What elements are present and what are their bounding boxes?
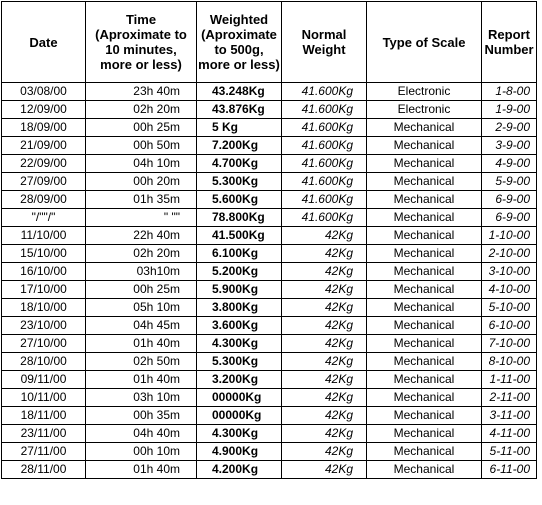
column-header-line: Time — [125, 12, 157, 27]
table-row — [2, 245, 537, 263]
weight-records-table — [1, 1, 537, 479]
table-row — [2, 461, 537, 479]
column-header-line: 10 minutes, — [105, 42, 177, 57]
date-cell: 18/10/00 — [2, 299, 86, 317]
date-cell: 27/09/00 — [2, 173, 86, 191]
table-row — [2, 335, 537, 353]
time-cell: 04h 10m — [86, 155, 197, 173]
report-number-cell: 5-11-00 — [482, 443, 537, 461]
table-row — [2, 317, 537, 335]
scale-type-cell: Mechanical — [367, 227, 482, 245]
weighted-cell: 43.248Kg — [197, 83, 282, 101]
time-cell: 01h 35m — [86, 191, 197, 209]
weighted-cell: 6.100Kg — [197, 245, 282, 263]
scale-type-cell: Mechanical — [367, 191, 482, 209]
report-number-cell: 6-9-00 — [482, 209, 537, 227]
weighted-cell: 4.300Kg — [197, 335, 282, 353]
date-cell: 10/11/00 — [2, 389, 86, 407]
table-row — [2, 173, 537, 191]
normal-weight-cell: 42Kg — [282, 317, 367, 335]
weighted-cell: 3.200Kg — [197, 371, 282, 389]
time-cell: 01h 40m — [86, 371, 197, 389]
time-cell: 01h 40m — [86, 461, 197, 479]
normal-weight-cell: 42Kg — [282, 263, 367, 281]
table-row — [2, 101, 537, 119]
time-cell: 00h 20m — [86, 173, 197, 191]
normal-weight-cell: 41.600Kg — [282, 191, 367, 209]
normal-weight-cell: 42Kg — [282, 425, 367, 443]
time-cell: 04h 40m — [86, 425, 197, 443]
scale-type-cell: Mechanical — [367, 299, 482, 317]
column-header-type-of-scale — [367, 2, 482, 83]
normal-weight-cell: 41.600Kg — [282, 83, 367, 101]
date-cell: 27/11/00 — [2, 443, 86, 461]
time-cell: 03h10m — [86, 263, 197, 281]
report-number-cell: 4-10-00 — [482, 281, 537, 299]
table-row — [2, 407, 537, 425]
normal-weight-cell: 42Kg — [282, 353, 367, 371]
scale-type-cell: Mechanical — [367, 263, 482, 281]
scale-type-cell: Electronic — [367, 101, 482, 119]
column-header-normal-weight — [282, 2, 367, 83]
normal-weight-cell: 42Kg — [282, 335, 367, 353]
time-cell: 04h 45m — [86, 317, 197, 335]
scale-type-cell: Mechanical — [367, 353, 482, 371]
column-header-line: Date — [29, 34, 58, 50]
scale-type-cell: Mechanical — [367, 137, 482, 155]
column-header-line: Weighted — [209, 12, 269, 27]
header-row — [2, 2, 537, 83]
time-cell: 00h 25m — [86, 281, 197, 299]
report-number-cell: 7-10-00 — [482, 335, 537, 353]
report-number-cell: 2-11-00 — [482, 389, 537, 407]
scale-type-cell: Mechanical — [367, 281, 482, 299]
report-number-cell: 1-8-00 — [482, 83, 537, 101]
report-number-cell: 6-10-00 — [482, 317, 537, 335]
normal-weight-cell: 42Kg — [282, 227, 367, 245]
date-cell: 09/11/00 — [2, 371, 86, 389]
scale-type-cell: Mechanical — [367, 155, 482, 173]
report-number-cell: 6-11-00 — [482, 461, 537, 479]
scale-type-cell: Mechanical — [367, 371, 482, 389]
column-header-time — [86, 2, 197, 83]
column-header-line: Number — [484, 42, 534, 57]
weighted-cell: 5 Kg — [197, 119, 282, 137]
table-row — [2, 227, 537, 245]
table-row — [2, 191, 537, 209]
table-row — [2, 209, 537, 227]
column-header-date — [2, 2, 86, 83]
table-row — [2, 119, 537, 137]
weighted-cell: 7.200Kg — [197, 137, 282, 155]
report-number-cell: 3-9-00 — [482, 137, 537, 155]
column-header-weighted — [197, 2, 282, 83]
normal-weight-cell: 41.600Kg — [282, 209, 367, 227]
date-cell: 23/11/00 — [2, 425, 86, 443]
date-cell: 28/11/00 — [2, 461, 86, 479]
report-number-cell: 8-10-00 — [482, 353, 537, 371]
column-header-line: Weight — [302, 42, 346, 57]
time-cell: 00h 25m — [86, 119, 197, 137]
weighted-cell: 4.900Kg — [197, 443, 282, 461]
report-number-cell: 5-10-00 — [482, 299, 537, 317]
weighted-cell: 5.600Kg — [197, 191, 282, 209]
weighted-cell: 4.200Kg — [197, 461, 282, 479]
report-number-cell: 1-10-00 — [482, 227, 537, 245]
date-cell: 21/09/00 — [2, 137, 86, 155]
report-number-cell: 1-9-00 — [482, 101, 537, 119]
scale-type-cell: Mechanical — [367, 407, 482, 425]
normal-weight-cell: 42Kg — [282, 299, 367, 317]
date-cell: 17/10/00 — [2, 281, 86, 299]
date-cell: 15/10/00 — [2, 245, 86, 263]
report-number-cell: 2-10-00 — [482, 245, 537, 263]
weighted-cell: 4.300Kg — [197, 425, 282, 443]
scale-type-cell: Mechanical — [367, 389, 482, 407]
normal-weight-cell: 42Kg — [282, 407, 367, 425]
scale-type-cell: Mechanical — [367, 443, 482, 461]
date-cell: 18/11/00 — [2, 407, 86, 425]
time-cell: 00h 35m — [86, 407, 197, 425]
column-header-line: (Aproximate to — [95, 27, 187, 42]
report-number-cell: 1-11-00 — [482, 371, 537, 389]
normal-weight-cell: 41.600Kg — [282, 137, 367, 155]
scale-type-cell: Mechanical — [367, 335, 482, 353]
normal-weight-cell: 41.600Kg — [282, 173, 367, 191]
time-cell: 01h 40m — [86, 335, 197, 353]
normal-weight-cell: 42Kg — [282, 443, 367, 461]
scale-type-cell: Mechanical — [367, 461, 482, 479]
weighted-cell: 00000Kg — [197, 389, 282, 407]
column-header-line: (Aproximate — [201, 27, 277, 42]
date-cell: 03/08/00 — [2, 83, 86, 101]
report-number-cell: 4-11-00 — [482, 425, 537, 443]
table-row — [2, 137, 537, 155]
report-number-cell: 2-9-00 — [482, 119, 537, 137]
table-row — [2, 83, 537, 101]
scale-type-cell: Mechanical — [367, 119, 482, 137]
time-cell: 22h 40m — [86, 227, 197, 245]
time-cell: " "" — [86, 209, 197, 227]
normal-weight-cell: 42Kg — [282, 461, 367, 479]
normal-weight-cell: 42Kg — [282, 389, 367, 407]
date-cell: 28/10/00 — [2, 353, 86, 371]
scale-type-cell: Mechanical — [367, 317, 482, 335]
column-header-report-number — [482, 2, 537, 83]
column-header-line: more or less) — [100, 57, 182, 72]
date-cell: 18/09/00 — [2, 119, 86, 137]
table-row — [2, 281, 537, 299]
table-row — [2, 389, 537, 407]
column-header-line: Normal — [301, 27, 347, 42]
column-header-line: Type of Scale — [382, 34, 466, 50]
weighted-cell: 3.600Kg — [197, 317, 282, 335]
normal-weight-cell: 41.600Kg — [282, 155, 367, 173]
table-row — [2, 299, 537, 317]
date-cell: 28/09/00 — [2, 191, 86, 209]
time-cell: 02h 50m — [86, 353, 197, 371]
normal-weight-cell: 41.600Kg — [282, 119, 367, 137]
date-cell: 11/10/00 — [2, 227, 86, 245]
time-cell: 00h 50m — [86, 137, 197, 155]
report-number-cell: 5-9-00 — [482, 173, 537, 191]
table-row — [2, 155, 537, 173]
date-cell: 27/10/00 — [2, 335, 86, 353]
scale-type-cell: Mechanical — [367, 173, 482, 191]
normal-weight-cell: 41.600Kg — [282, 101, 367, 119]
time-cell: 23h 40m — [86, 83, 197, 101]
date-cell: 23/10/00 — [2, 317, 86, 335]
weighted-cell: 78.800Kg — [197, 209, 282, 227]
time-cell: 02h 20m — [86, 101, 197, 119]
date-cell: 12/09/00 — [2, 101, 86, 119]
report-number-cell: 3-11-00 — [482, 407, 537, 425]
column-header-line: to 500g, — [214, 42, 264, 57]
column-header-line: Report — [488, 27, 530, 42]
table-row — [2, 443, 537, 461]
weighted-cell: 3.800Kg — [197, 299, 282, 317]
table-container — [1, 1, 537, 479]
date-cell: 16/10/00 — [2, 263, 86, 281]
scale-type-cell: Mechanical — [367, 209, 482, 227]
table-row — [2, 263, 537, 281]
date-cell: 22/09/00 — [2, 155, 86, 173]
report-number-cell: 4-9-00 — [482, 155, 537, 173]
normal-weight-cell: 42Kg — [282, 281, 367, 299]
time-cell: 02h 20m — [86, 245, 197, 263]
normal-weight-cell: 42Kg — [282, 245, 367, 263]
weighted-cell: 5.200Kg — [197, 263, 282, 281]
scale-type-cell: Mechanical — [367, 245, 482, 263]
time-cell: 05h 10m — [86, 299, 197, 317]
time-cell: 00h 10m — [86, 443, 197, 461]
weighted-cell: 5.300Kg — [197, 353, 282, 371]
table-header — [2, 2, 537, 83]
weighted-cell: 5.900Kg — [197, 281, 282, 299]
weighted-cell: 43.876Kg — [197, 101, 282, 119]
column-header-line: more or less) — [198, 57, 280, 72]
weighted-cell: 00000Kg — [197, 407, 282, 425]
table-row — [2, 353, 537, 371]
table-body — [2, 83, 537, 479]
time-cell: 03h 10m — [86, 389, 197, 407]
weighted-cell: 41.500Kg — [197, 227, 282, 245]
normal-weight-cell: 42Kg — [282, 371, 367, 389]
scale-type-cell: Mechanical — [367, 425, 482, 443]
scale-type-cell: Electronic — [367, 83, 482, 101]
table-row — [2, 425, 537, 443]
weighted-cell: 5.300Kg — [197, 173, 282, 191]
weighted-cell: 4.700Kg — [197, 155, 282, 173]
table-row — [2, 371, 537, 389]
report-number-cell: 3-10-00 — [482, 263, 537, 281]
date-cell: "/""/" — [2, 209, 86, 227]
report-number-cell: 6-9-00 — [482, 191, 537, 209]
